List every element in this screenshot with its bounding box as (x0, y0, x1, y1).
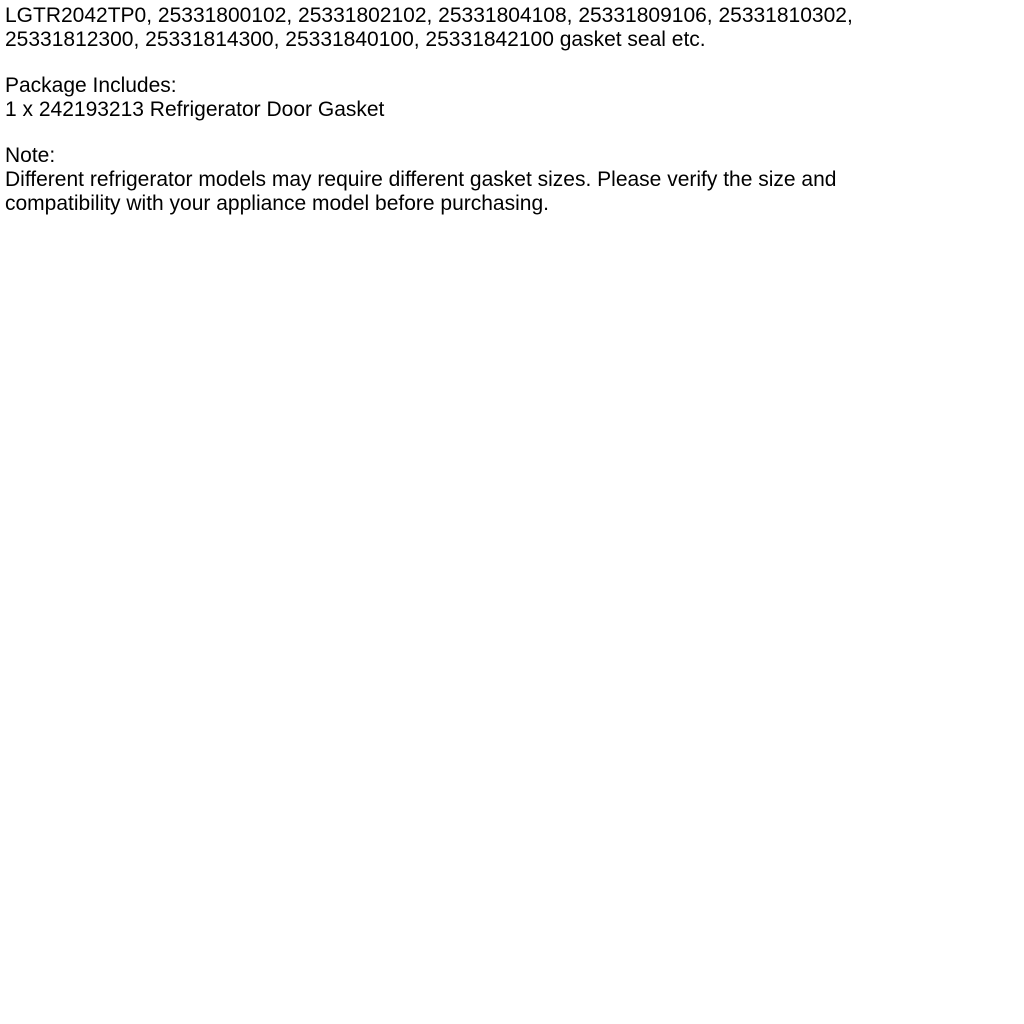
compatible-models-line-2: 25331812300, 25331814300, 25331840100, 25331842100 gasket seal etc. (5, 28, 706, 51)
package-includes-section (5, 74, 1015, 122)
section-spacer (5, 122, 1015, 144)
product-description (5, 4, 1015, 216)
note-section (5, 144, 1015, 216)
compatible-models-section (5, 4, 1015, 52)
package-item: 1 x 242193213 Refrigerator Door Gasket (5, 98, 385, 121)
compatible-models-line-1: LGTR2042TP0, 25331800102, 25331802102, 25331804108, 25331809106, 25331810302, (5, 4, 853, 27)
note-text-line-2: compatibility with your appliance model before purchasing. (5, 192, 549, 215)
note-text-line-1: Different refrigerator models may require different gasket sizes. Please verify the size and (5, 168, 837, 191)
note-heading: Note: (5, 144, 56, 167)
section-spacer (5, 52, 1015, 74)
package-includes-heading: Package Includes: (5, 74, 177, 97)
